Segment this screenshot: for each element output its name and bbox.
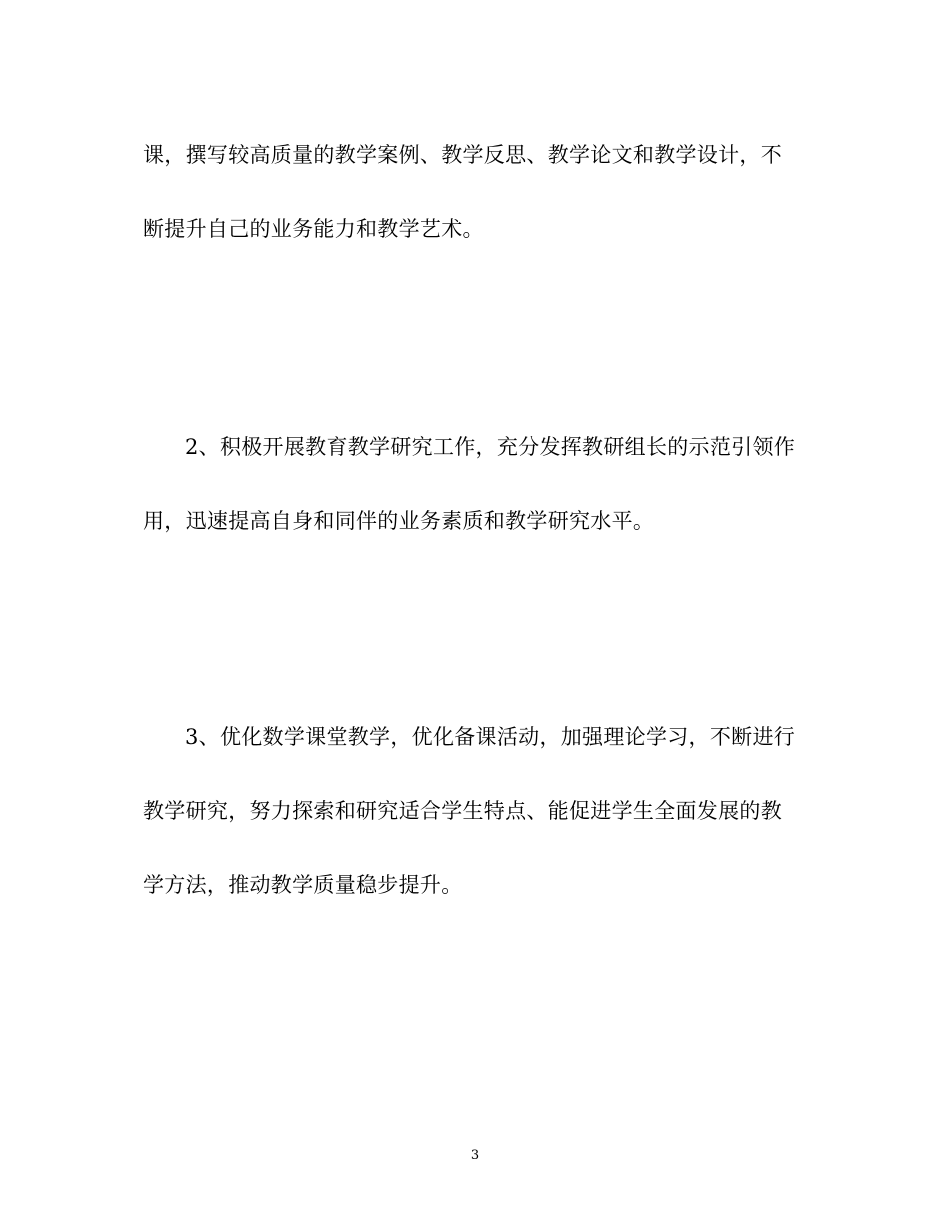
paragraph-1-line-1: 课，撰写较高质量的教学案例、教学反思、教学论文和教学设计，不 [143, 143, 782, 167]
paragraph-2-line-2: 用，迅速提高自身和同伴的业务素质和教学研究水平。 [143, 509, 655, 533]
page-number: 3 [470, 1148, 480, 1163]
paragraph-3-line-1: 3、优化数学课堂教学，优化备课活动，加强理论学习，不断进行 [185, 725, 796, 749]
paragraph-1-line-2: 断提升自己的业务能力和教学艺术。 [143, 217, 484, 241]
paragraph-2-line-1: 2、积极开展教育教学研究工作，充分发挥教研组长的示范引领作 [185, 435, 796, 459]
paragraph-3-line-3: 学方法，推动教学质量稳步提升。 [143, 873, 463, 897]
paragraph-3-line-2: 教学研究，努力探索和研究适合学生特点、能促进学生全面发展的教 [143, 799, 782, 823]
